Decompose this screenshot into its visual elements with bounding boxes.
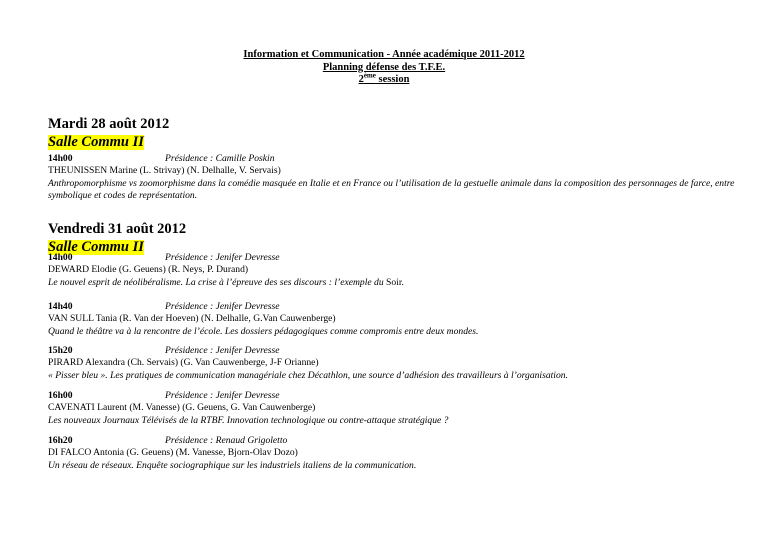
day-title: Mardi 28 août 2012 [48,116,170,132]
slot-thesis-title: « Pisser bleu ». Les pratiques de communication managériale chez Décathlon, une source d’adhésion des travailleurs à l’organisation. [48,369,568,381]
session-ordinal: ème [363,71,376,80]
defense-slot [48,435,753,472]
defense-slot [48,153,753,202]
day-title: Vendredi 31 août 2012 [48,221,187,237]
newspaper-name: Soir. [386,276,404,288]
slot-student: VAN SULL Tania (R. Van der Hoeven) (N. Delhalle, G.Van Cauwenberge) [48,313,336,325]
header-line-2: Planning défense des T.F.E. [322,61,446,73]
slot-student: CAVENATI Laurent (M. Vanesse) (G. Geuens, G. Van Cauwenberge) [48,402,316,414]
defense-slot [48,252,753,289]
header-line-3 [0,71,768,87]
session-number: 2 [358,74,364,85]
room-label: Salle Commu II [48,134,144,150]
slot-thesis-title: Les nouveaux Journaux Télévisés de la RTBF. Innovation technologique ou contre-attaque stratégique ? [48,414,449,426]
slot-student: DEWARD Elodie (G. Geuens) (R. Neys, P. Durand) [48,264,249,276]
document-header [0,49,768,87]
defense-slot [48,301,753,338]
slot-presidence: Présidence : Jenifer Devresse [165,301,280,312]
day-heading [48,221,748,256]
slot-time: 15h20 [48,345,73,356]
slot-student: THEUNISSEN Marine (L. Strivay) (N. Delhalle, V. Servais) [48,165,281,177]
slot-time: 14h00 [48,252,73,263]
slot-presidence: Présidence : Camille Poskin [165,153,275,164]
slot-student: DI FALCO Antonia (G. Geuens) (M. Vanesse, Bjorn-Olav Dozo) [48,447,298,459]
session-label: session [375,74,410,85]
slot-time: 14h40 [48,301,73,312]
defense-slot [48,345,753,382]
slot-student: PIRARD Alexandra (Ch. Servais) (G. Van Cauwenberge, J-F Orianne) [48,357,319,369]
slot-time: 16h20 [48,435,73,446]
room-label: Salle Commu II [48,239,144,255]
slot-presidence: Présidence : Renaud Grigoletto [165,435,288,446]
defense-slot [48,390,753,427]
slot-presidence: Présidence : Jenifer Devresse [165,345,280,356]
header-line-1: Information et Communication - Année académique 2011-2012 [243,49,525,60]
slot-thesis-title-main: Le nouvel esprit de néolibéralisme. La crise à l’épreuve des ses discours : l’exemple du [48,276,387,288]
slot-presidence: Présidence : Jenifer Devresse [165,390,280,401]
slot-thesis-title: Un réseau de réseaux. Enquête sociographique sur les industriels italiens de la communication. [48,459,417,471]
slot-presidence: Présidence : Jenifer Devresse [165,252,280,263]
slot-time: 14h00 [48,153,73,164]
slot-thesis-title: Anthropomorphisme vs zoomorphisme dans la comédie masquée en Italie et en France ou l’utilisation de la gestuelle animale dans la composition des personnages de farce, entre symbolique et codes de représentation. [48,177,735,201]
slot-thesis-title [48,277,753,289]
slot-thesis-title: Quand le théâtre va à la rencontre de l’école. Les dossiers pédagogiques comme compromis entre deux mondes. [48,325,479,337]
slot-time: 16h00 [48,390,73,401]
day-heading [48,116,748,151]
